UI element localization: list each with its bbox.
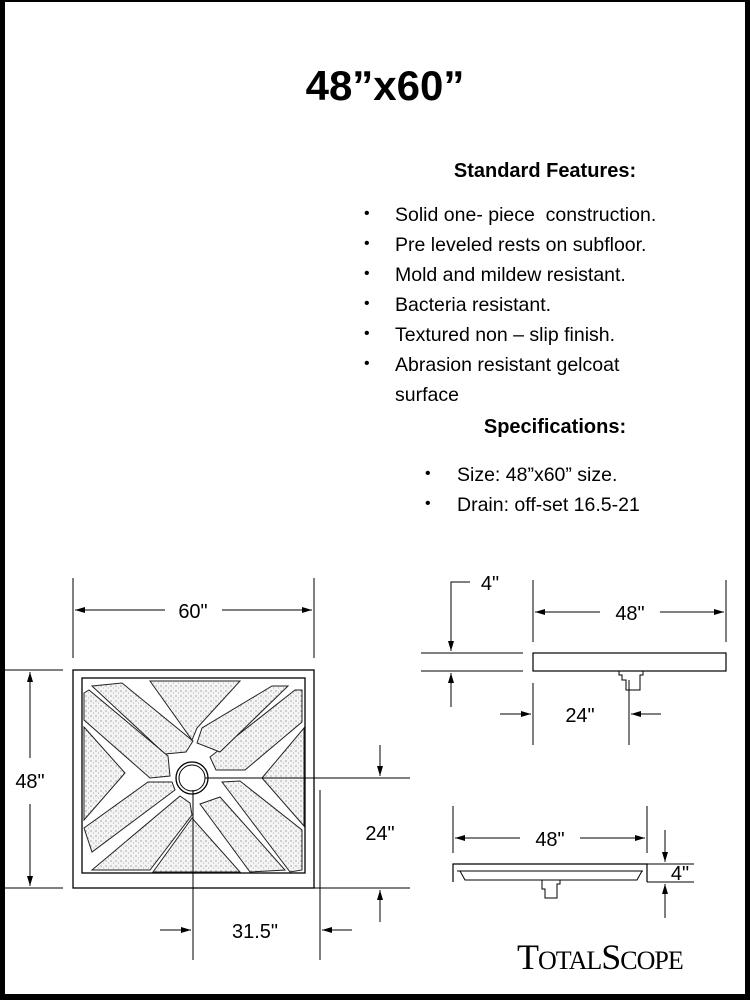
list-item: Abrasion resistant gelcoat (395, 354, 620, 376)
drain-icon (176, 762, 208, 794)
list-item: Size: 48”x60” size. (457, 464, 618, 486)
bullet: • (425, 495, 431, 512)
side-drain-offset-label: 24" (565, 705, 595, 727)
drain-fitting-icon (619, 671, 643, 690)
list-item: Drain: off-set 16.5-21 (457, 494, 640, 516)
logo-letter: O (538, 946, 556, 975)
drain-fitting-icon (542, 880, 560, 898)
totalscope-logo (517, 936, 683, 978)
bullet: • (364, 325, 370, 342)
bullet: • (364, 235, 370, 252)
plan-width-label: 60" (178, 601, 208, 623)
bullet: • (364, 205, 370, 222)
list-item: Textured non – slip finish. (395, 324, 616, 346)
bullet: • (364, 265, 370, 282)
end-height-label: 4" (670, 863, 690, 885)
drain-end-offset-label: 31.5" (231, 921, 279, 943)
end-width-label: 48" (535, 829, 565, 851)
logo-letter: T (517, 937, 538, 977)
logo-letter: PE (654, 946, 683, 975)
standard-features-heading: Standard Features: (453, 160, 637, 182)
logo-letter: C (620, 946, 637, 975)
bullet: • (425, 465, 431, 482)
specifications-heading: Specifications: (483, 416, 627, 438)
logo-letter: TAL (555, 946, 602, 975)
logo-letter: O (636, 946, 655, 975)
side-height-label: 4" (480, 573, 500, 595)
bullet: • (364, 355, 370, 372)
logo-letter: S (601, 937, 621, 977)
list-item: Bacteria resistant. (395, 294, 552, 316)
list-item-continuation: surface (395, 384, 459, 406)
drain-side-offset-label: 24" (365, 823, 395, 845)
plan-view (5, 578, 410, 960)
bullet: • (364, 295, 370, 312)
plan-depth-label: 48" (15, 771, 45, 793)
side-width-label: 48" (615, 603, 645, 625)
list-item: Solid one- piece construction. (395, 204, 657, 226)
list-item: Mold and mildew resistant. (395, 264, 626, 286)
list-item: Pre leveled rests on subfloor. (395, 234, 647, 256)
page-title: 48”x60” (305, 62, 465, 109)
end-view (453, 806, 694, 918)
